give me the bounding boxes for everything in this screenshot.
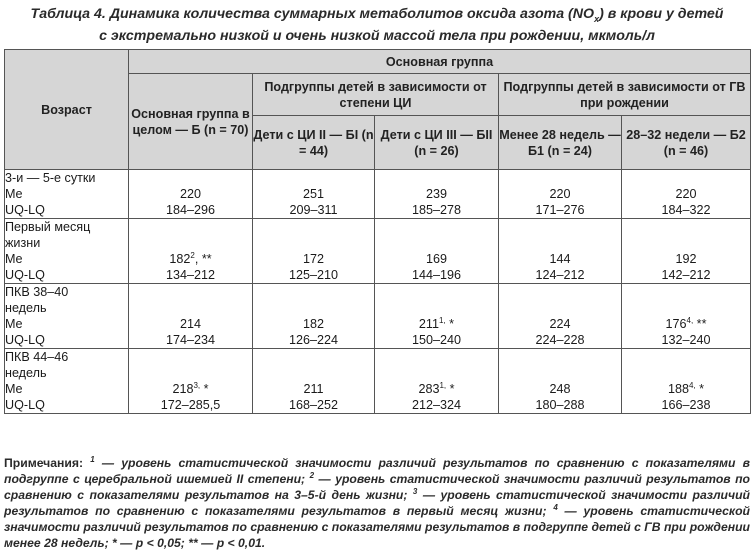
value-cell	[253, 349, 375, 414]
value-cell	[375, 284, 499, 349]
row-age-label: 3-и — 5-е сутки Me UQ-LQ	[5, 170, 129, 219]
significance-stars: *	[695, 382, 705, 396]
quartile-range: 150–240	[411, 333, 462, 347]
quartile-range: 144–196	[411, 268, 462, 282]
value-cell	[129, 170, 253, 219]
significance-marker: 1,	[439, 315, 446, 325]
median-value: $218^{3,}$ *	[172, 380, 209, 396]
quartile-range: 212–324	[411, 398, 462, 412]
quartile-range: 174–234	[165, 333, 216, 347]
table-notes: Примечания: $^1$ — уровень статистической значимости различий результатов по сравнению с показателями в подгруппе с церебральной ишемией II степени; $^2$ — уровень статистической значимости различий результатов по сравнению с показателями результатов на 3–5-й день жизни; $^3$ — уровень статистической значимости различий результатов по сравнению с показателями результатов в первый месяц жизни; $^4$ — уровень статистической значимости различий результатов по сравнению с показателями результатов в подгруппе детей с ГВ при рождении менее 28 недель; * — p < 0,05; ** — p < 0,01.	[4, 454, 751, 550]
median-value: 220	[675, 187, 697, 201]
quartile-range: 224–228	[535, 333, 585, 347]
quartile-range: 184–322	[661, 203, 711, 217]
quartile-range: 134–212	[165, 268, 216, 282]
quartile-range: 184–296	[165, 203, 216, 217]
median-value: 220	[549, 187, 571, 201]
quartile-range: 209–311	[289, 203, 338, 217]
header-main-group: Основная группа	[129, 50, 751, 74]
median-value: 192	[675, 252, 697, 266]
median-value: $283^{1,}$ *	[418, 380, 455, 396]
median-value: $182^2$, **	[169, 250, 212, 266]
value-cell	[622, 219, 751, 284]
significance-stars: *	[200, 382, 209, 396]
header-subgroup-b1: Менее 28 недель — Б1 (n = 24)	[499, 116, 622, 170]
value-cell	[129, 284, 253, 349]
median-value: $211^{1,}$ *	[418, 315, 455, 331]
median-value: 214	[179, 317, 201, 331]
header-overall: Основная группа в целом — Б (n = 70)	[129, 74, 253, 170]
header-subgroup-bii: Дети с ЦИ III — БII (n = 26)	[375, 116, 499, 170]
median-value: 248	[549, 382, 571, 396]
table-row	[5, 170, 751, 219]
table-title	[0, 6, 754, 45]
significance-stars: *	[446, 382, 455, 396]
median-value: 169	[425, 252, 447, 266]
notes-label: Примечания:	[4, 456, 84, 470]
value-cell	[499, 284, 622, 349]
value-cell	[622, 170, 751, 219]
significance-stars: , **	[194, 252, 212, 266]
table-title-line-1: Таблица 4. Динамика количества суммарных метаболитов оксида азота $(NO_x)$ в крови у детей	[30, 6, 724, 24]
median-value: 172	[302, 252, 324, 266]
median-value: 224	[549, 317, 571, 331]
value-cell	[129, 349, 253, 414]
quartile-range: 171–276	[535, 203, 585, 217]
median-value: 211	[303, 382, 324, 396]
quartile-range: 132–240	[661, 333, 711, 347]
median-value: 239	[425, 187, 447, 201]
header-subgroup-b2: 28–32 недели — Б2 (n = 46)	[622, 116, 751, 170]
value-cell	[129, 219, 253, 284]
significance-marker: 4,	[686, 315, 694, 325]
quartile-range: 126–224	[288, 333, 339, 347]
significance-marker: 4,	[688, 380, 696, 390]
quartile-range: 172–285,5	[160, 398, 221, 412]
significance-marker: 1,	[439, 380, 447, 390]
row-age-label: Первый месяц жизни Me UQ-LQ	[5, 219, 129, 284]
row-age-label: ПКВ 44–46 недель Me UQ-LQ	[5, 349, 129, 414]
value-cell	[499, 170, 622, 219]
table-row	[5, 284, 751, 349]
table-title-line-2: с экстремально низкой и очень низкой массой тела при рождении, мкмоль/л	[99, 27, 655, 44]
value-cell	[253, 284, 375, 349]
quartile-range: 166–238	[661, 398, 711, 412]
median-value: 251	[302, 187, 324, 201]
value-cell	[253, 170, 375, 219]
value-cell	[622, 284, 751, 349]
quartile-range: 142–212	[661, 268, 711, 282]
value-cell	[375, 219, 499, 284]
value-cell	[375, 170, 499, 219]
table-row	[5, 349, 751, 414]
significance-marker: 2	[190, 250, 195, 260]
median-value: $188^{4,}$ *	[667, 380, 705, 396]
median-value: 182	[302, 317, 324, 331]
quartile-range: 125–210	[288, 268, 339, 282]
significance-stars: **	[693, 317, 707, 331]
median-value: 144	[549, 252, 571, 266]
header-gv-subgroups: Подгруппы детей в зависимости от ГВ при рождении	[499, 74, 751, 116]
value-cell	[622, 349, 751, 414]
significance-marker: 3,	[193, 380, 201, 390]
quartile-range: 185–278	[411, 203, 462, 217]
metabolites-table	[4, 49, 751, 414]
quartile-range: 180–288	[535, 398, 585, 412]
value-cell	[499, 349, 622, 414]
header-age: Возраст	[5, 50, 129, 170]
value-cell	[499, 219, 622, 284]
header-ci-subgroups: Подгруппы детей в зависимости от степени ЦИ	[253, 74, 499, 116]
table-row	[5, 219, 751, 284]
row-age-label: ПКВ 38–40 недель Me UQ-LQ	[5, 284, 129, 349]
quartile-range: 168–252	[288, 398, 339, 412]
significance-stars: *	[445, 317, 455, 331]
quartile-range: 124–212	[535, 268, 585, 282]
value-cell	[375, 349, 499, 414]
header-subgroup-bi: Дети с ЦИ II — БI (n = 44)	[253, 116, 375, 170]
median-value: $176^{4,}$ **	[665, 315, 707, 331]
value-cell	[253, 219, 375, 284]
title-subscript: x	[594, 13, 600, 24]
median-value: 220	[179, 187, 201, 201]
